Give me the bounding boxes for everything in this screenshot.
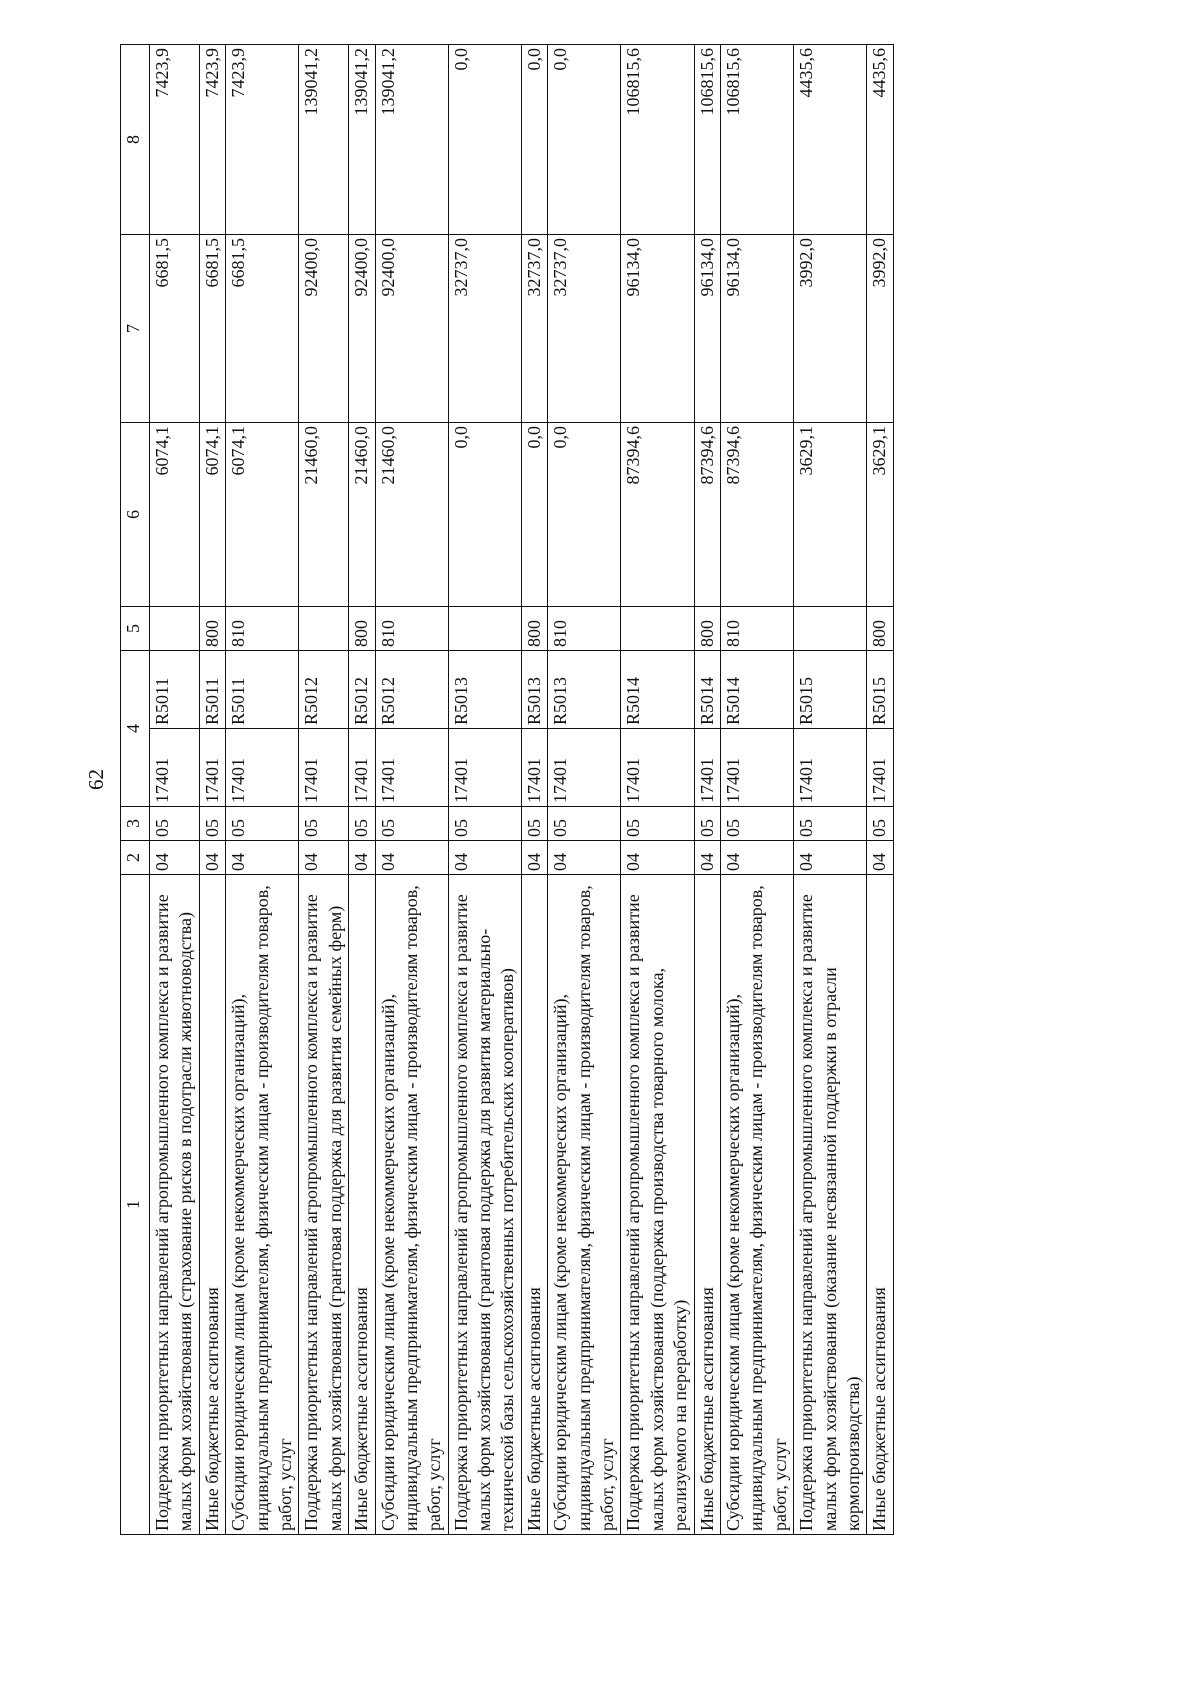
direction-code: R5011 (199, 651, 225, 729)
amount-col-8: 106815,6 (621, 45, 694, 235)
section-code: 04 (150, 841, 200, 875)
amount-col-7: 32737,0 (448, 235, 521, 423)
amount-col-6: 3629,1 (794, 423, 867, 607)
amount-col-7: 96134,0 (621, 235, 694, 423)
item-name: Поддержка приоритетных направлений агропромышленного комплекса и развитие малых форм хозяйствования (грантовая поддержка для развития материально-технической базы сельскохозяйственных потребительских кооперативов) (448, 875, 521, 1535)
amount-col-8: 7423,9 (150, 45, 200, 235)
expense-type-code: 810 (375, 607, 448, 651)
item-name: Иные бюджетные ассигнования (199, 875, 225, 1535)
expense-type-code: 810 (720, 607, 793, 651)
program-code: 17401 (621, 729, 694, 807)
subsection-code: 05 (621, 807, 694, 841)
amount-col-8: 4435,6 (867, 45, 893, 235)
section-code: 04 (548, 841, 621, 875)
expense-type-code (794, 607, 867, 651)
expense-type-code: 800 (694, 607, 720, 651)
budget-table-container (120, 45, 1080, 1535)
expense-type-code (150, 607, 200, 651)
amount-col-7: 32737,0 (521, 235, 547, 423)
table-row (150, 45, 200, 1535)
section-code: 04 (299, 841, 349, 875)
table-row (720, 45, 793, 1535)
amount-col-6: 87394,6 (694, 423, 720, 607)
subsection-code: 05 (720, 807, 793, 841)
header-col-7: 7 (121, 235, 150, 423)
header-col-5: 5 (121, 607, 150, 651)
program-code: 17401 (794, 729, 867, 807)
item-name: Поддержка приоритетных направлений агропромышленного комплекса и развитие малых форм хозяйствования (страхование рисков в подотрасли животноводства) (150, 875, 200, 1535)
header-col-3: 3 (121, 807, 150, 841)
program-code: 17401 (548, 729, 621, 807)
program-code: 17401 (720, 729, 793, 807)
amount-col-6: 0,0 (521, 423, 547, 607)
amount-col-6: 87394,6 (621, 423, 694, 607)
section-code: 04 (448, 841, 521, 875)
subsection-code: 05 (867, 807, 893, 841)
amount-col-7: 6681,5 (150, 235, 200, 423)
direction-code: R5012 (375, 651, 448, 729)
amount-col-7: 96134,0 (720, 235, 793, 423)
item-name: Иные бюджетные ассигнования (867, 875, 893, 1535)
subsection-code: 05 (150, 807, 200, 841)
table-row (621, 45, 694, 1535)
table-row (349, 45, 375, 1535)
item-name: Субсидии юридическим лицам (кроме некоммерческих организаций), индивидуальным предпринимателям, физическим лицам - производителям товаров, работ, услуг (375, 875, 448, 1535)
amount-col-6: 3629,1 (867, 423, 893, 607)
amount-col-7: 3992,0 (867, 235, 893, 423)
section-code: 04 (521, 841, 547, 875)
expense-type-code: 800 (867, 607, 893, 651)
direction-code: R5015 (794, 651, 867, 729)
subsection-code: 05 (794, 807, 867, 841)
program-code: 17401 (349, 729, 375, 807)
amount-col-8: 7423,9 (226, 45, 299, 235)
amount-col-6: 87394,6 (720, 423, 793, 607)
header-row (121, 45, 150, 1535)
amount-col-6: 6074,1 (150, 423, 200, 607)
item-name: Поддержка приоритетных направлений агропромышленного комплекса и развитие малых форм хозяйствования (оказание несвязанной поддержки в отрасли кормопроизводства) (794, 875, 867, 1535)
section-code: 04 (349, 841, 375, 875)
amount-col-8: 0,0 (521, 45, 547, 235)
direction-code: R5011 (150, 651, 200, 729)
table-row (299, 45, 349, 1535)
subsection-code: 05 (226, 807, 299, 841)
table-row (694, 45, 720, 1535)
expense-type-code (448, 607, 521, 651)
section-code: 04 (226, 841, 299, 875)
table-row (199, 45, 225, 1535)
expense-type-code: 800 (521, 607, 547, 651)
header-col-2: 2 (121, 841, 150, 875)
amount-col-8: 0,0 (548, 45, 621, 235)
amount-col-6: 0,0 (548, 423, 621, 607)
amount-col-7: 3992,0 (794, 235, 867, 423)
table-row (521, 45, 547, 1535)
amount-col-8: 139041,2 (375, 45, 448, 235)
amount-col-8: 106815,6 (694, 45, 720, 235)
amount-col-6: 0,0 (448, 423, 521, 607)
section-code: 04 (375, 841, 448, 875)
amount-col-6: 21460,0 (349, 423, 375, 607)
table-row (226, 45, 299, 1535)
direction-code: R5014 (720, 651, 793, 729)
subsection-code: 05 (375, 807, 448, 841)
direction-code: R5012 (349, 651, 375, 729)
amount-col-8: 4435,6 (794, 45, 867, 235)
program-code: 17401 (226, 729, 299, 807)
item-name: Субсидии юридическим лицам (кроме некоммерческих организаций), индивидуальным предпринимателям, физическим лицам - производителям товаров, работ, услуг (548, 875, 621, 1535)
item-name: Субсидии юридическим лицам (кроме некоммерческих организаций), индивидуальным предпринимателям, физическим лицам - производителям товаров, работ, услуг (226, 875, 299, 1535)
expense-type-code: 810 (226, 607, 299, 651)
table-row (375, 45, 448, 1535)
amount-col-8: 139041,2 (299, 45, 349, 235)
amount-col-7: 6681,5 (199, 235, 225, 423)
section-code: 04 (694, 841, 720, 875)
amount-col-8: 0,0 (448, 45, 521, 235)
program-code: 17401 (150, 729, 200, 807)
amount-col-7: 92400,0 (375, 235, 448, 423)
direction-code: R5015 (867, 651, 893, 729)
item-name: Иные бюджетные ассигнования (694, 875, 720, 1535)
budget-table (120, 44, 894, 1535)
amount-col-7: 92400,0 (299, 235, 349, 423)
program-code: 17401 (299, 729, 349, 807)
header-col-1: 1 (121, 875, 150, 1535)
subsection-code: 05 (199, 807, 225, 841)
amount-col-6: 21460,0 (375, 423, 448, 607)
header-col-8: 8 (121, 45, 150, 235)
item-name: Иные бюджетные ассигнования (521, 875, 547, 1535)
subsection-code: 05 (548, 807, 621, 841)
direction-code: R5014 (621, 651, 694, 729)
expense-type-code: 800 (349, 607, 375, 651)
subsection-code: 05 (349, 807, 375, 841)
amount-col-6: 21460,0 (299, 423, 349, 607)
program-code: 17401 (199, 729, 225, 807)
program-code: 17401 (375, 729, 448, 807)
header-col-4: 4 (121, 651, 150, 807)
expense-type-code (621, 607, 694, 651)
table-header (121, 45, 150, 1535)
amount-col-8: 139041,2 (349, 45, 375, 235)
subsection-code: 05 (299, 807, 349, 841)
program-code: 17401 (521, 729, 547, 807)
amount-col-6: 6074,1 (199, 423, 225, 607)
program-code: 17401 (448, 729, 521, 807)
section-code: 04 (720, 841, 793, 875)
table-row (548, 45, 621, 1535)
amount-col-6: 6074,1 (226, 423, 299, 607)
direction-code: R5014 (694, 651, 720, 729)
page-number: 62 (84, 769, 108, 790)
expense-type-code: 800 (199, 607, 225, 651)
table-row (867, 45, 893, 1535)
amount-col-7: 96134,0 (694, 235, 720, 423)
header-col-6: 6 (121, 423, 150, 607)
table-row (794, 45, 867, 1535)
amount-col-7: 6681,5 (226, 235, 299, 423)
item-name: Поддержка приоритетных направлений агропромышленного комплекса и развитие малых форм хозяйствования (поддержка производства товарного молока, реализуемого на переработку) (621, 875, 694, 1535)
section-code: 04 (867, 841, 893, 875)
section-code: 04 (621, 841, 694, 875)
amount-col-7: 92400,0 (349, 235, 375, 423)
item-name: Иные бюджетные ассигнования (349, 875, 375, 1535)
expense-type-code: 810 (548, 607, 621, 651)
amount-col-7: 32737,0 (548, 235, 621, 423)
subsection-code: 05 (694, 807, 720, 841)
direction-code: R5012 (299, 651, 349, 729)
amount-col-8: 106815,6 (720, 45, 793, 235)
direction-code: R5013 (548, 651, 621, 729)
section-code: 04 (199, 841, 225, 875)
section-code: 04 (794, 841, 867, 875)
table-body (150, 45, 894, 1535)
direction-code: R5013 (448, 651, 521, 729)
subsection-code: 05 (521, 807, 547, 841)
item-name: Поддержка приоритетных направлений агропромышленного комплекса и развитие малых форм хозяйствования (грантовая поддержка для развития семейных ферм) (299, 875, 349, 1535)
table-row (448, 45, 521, 1535)
subsection-code: 05 (448, 807, 521, 841)
item-name: Субсидии юридическим лицам (кроме некоммерческих организаций), индивидуальным предпринимателям, физическим лицам - производителям товаров, работ, услуг (720, 875, 793, 1535)
direction-code: R5013 (521, 651, 547, 729)
expense-type-code (299, 607, 349, 651)
program-code: 17401 (694, 729, 720, 807)
program-code: 17401 (867, 729, 893, 807)
direction-code: R5011 (226, 651, 299, 729)
amount-col-8: 7423,9 (199, 45, 225, 235)
